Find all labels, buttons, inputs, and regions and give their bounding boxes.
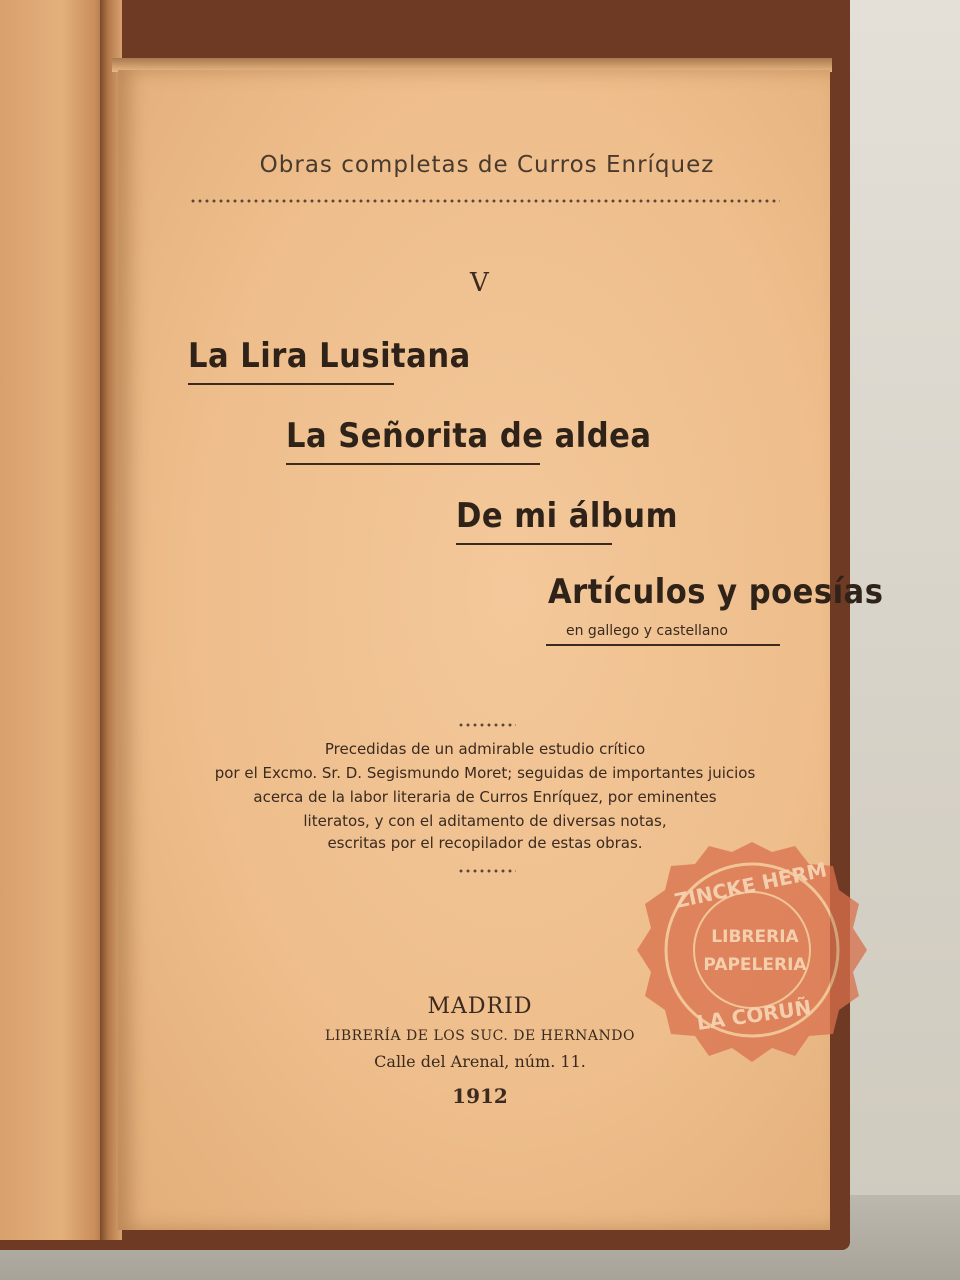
stamp-text-top: ZINCKE HERM (672, 857, 829, 914)
stamp-text-line-3: PAPELERIA (703, 955, 807, 975)
work-title-4: Artículos y poesías (548, 572, 884, 612)
series-title: Obras completas de Curros Enríquez (259, 152, 715, 178)
stamp-text-bottom: LA CORUÑ (695, 995, 813, 1035)
work-title-4-note: en gallego y castellano (566, 623, 728, 639)
description-line: literatos, y con el aditamento de diversas notas, (303, 812, 667, 830)
volume-number: V (470, 268, 489, 298)
work-title-2: La Señorita de aldea (286, 416, 652, 456)
description-line: acerca de la labor literaria de Curros Enríquez, por eminentes (253, 788, 717, 806)
imprint-year: 1912 (452, 1084, 508, 1108)
work-title-2-underline (286, 463, 540, 465)
description-line: por el Excmo. Sr. D. Segismundo Moret; seguidas de importantes juicios (214, 764, 756, 782)
description-line: escritas por el recopilador de estas obras. (327, 834, 643, 852)
imprint-place: MADRID (427, 994, 533, 1019)
description-line: Precedidas de un admirable estudio crítico (324, 740, 646, 758)
work-title-1: La Lira Lusitana (188, 336, 471, 376)
stamp-text-line-2: LIBRERIA (711, 927, 799, 947)
description-divider-top (458, 722, 516, 728)
work-title-3-underline (456, 543, 612, 545)
work-title-4-underline (546, 644, 780, 646)
series-title-divider (190, 198, 780, 204)
work-title-3: De mi álbum (456, 496, 678, 536)
imprint-address: Calle del Arenal, núm. 11. (374, 1052, 586, 1071)
left-page (0, 0, 112, 1240)
imprint-publisher: LIBRERÍA DE LOS SUC. DE HERNANDO (325, 1028, 635, 1044)
bookseller-stamp (637, 822, 867, 1082)
work-title-1-underline (188, 383, 394, 385)
description-divider-bottom (458, 868, 516, 874)
